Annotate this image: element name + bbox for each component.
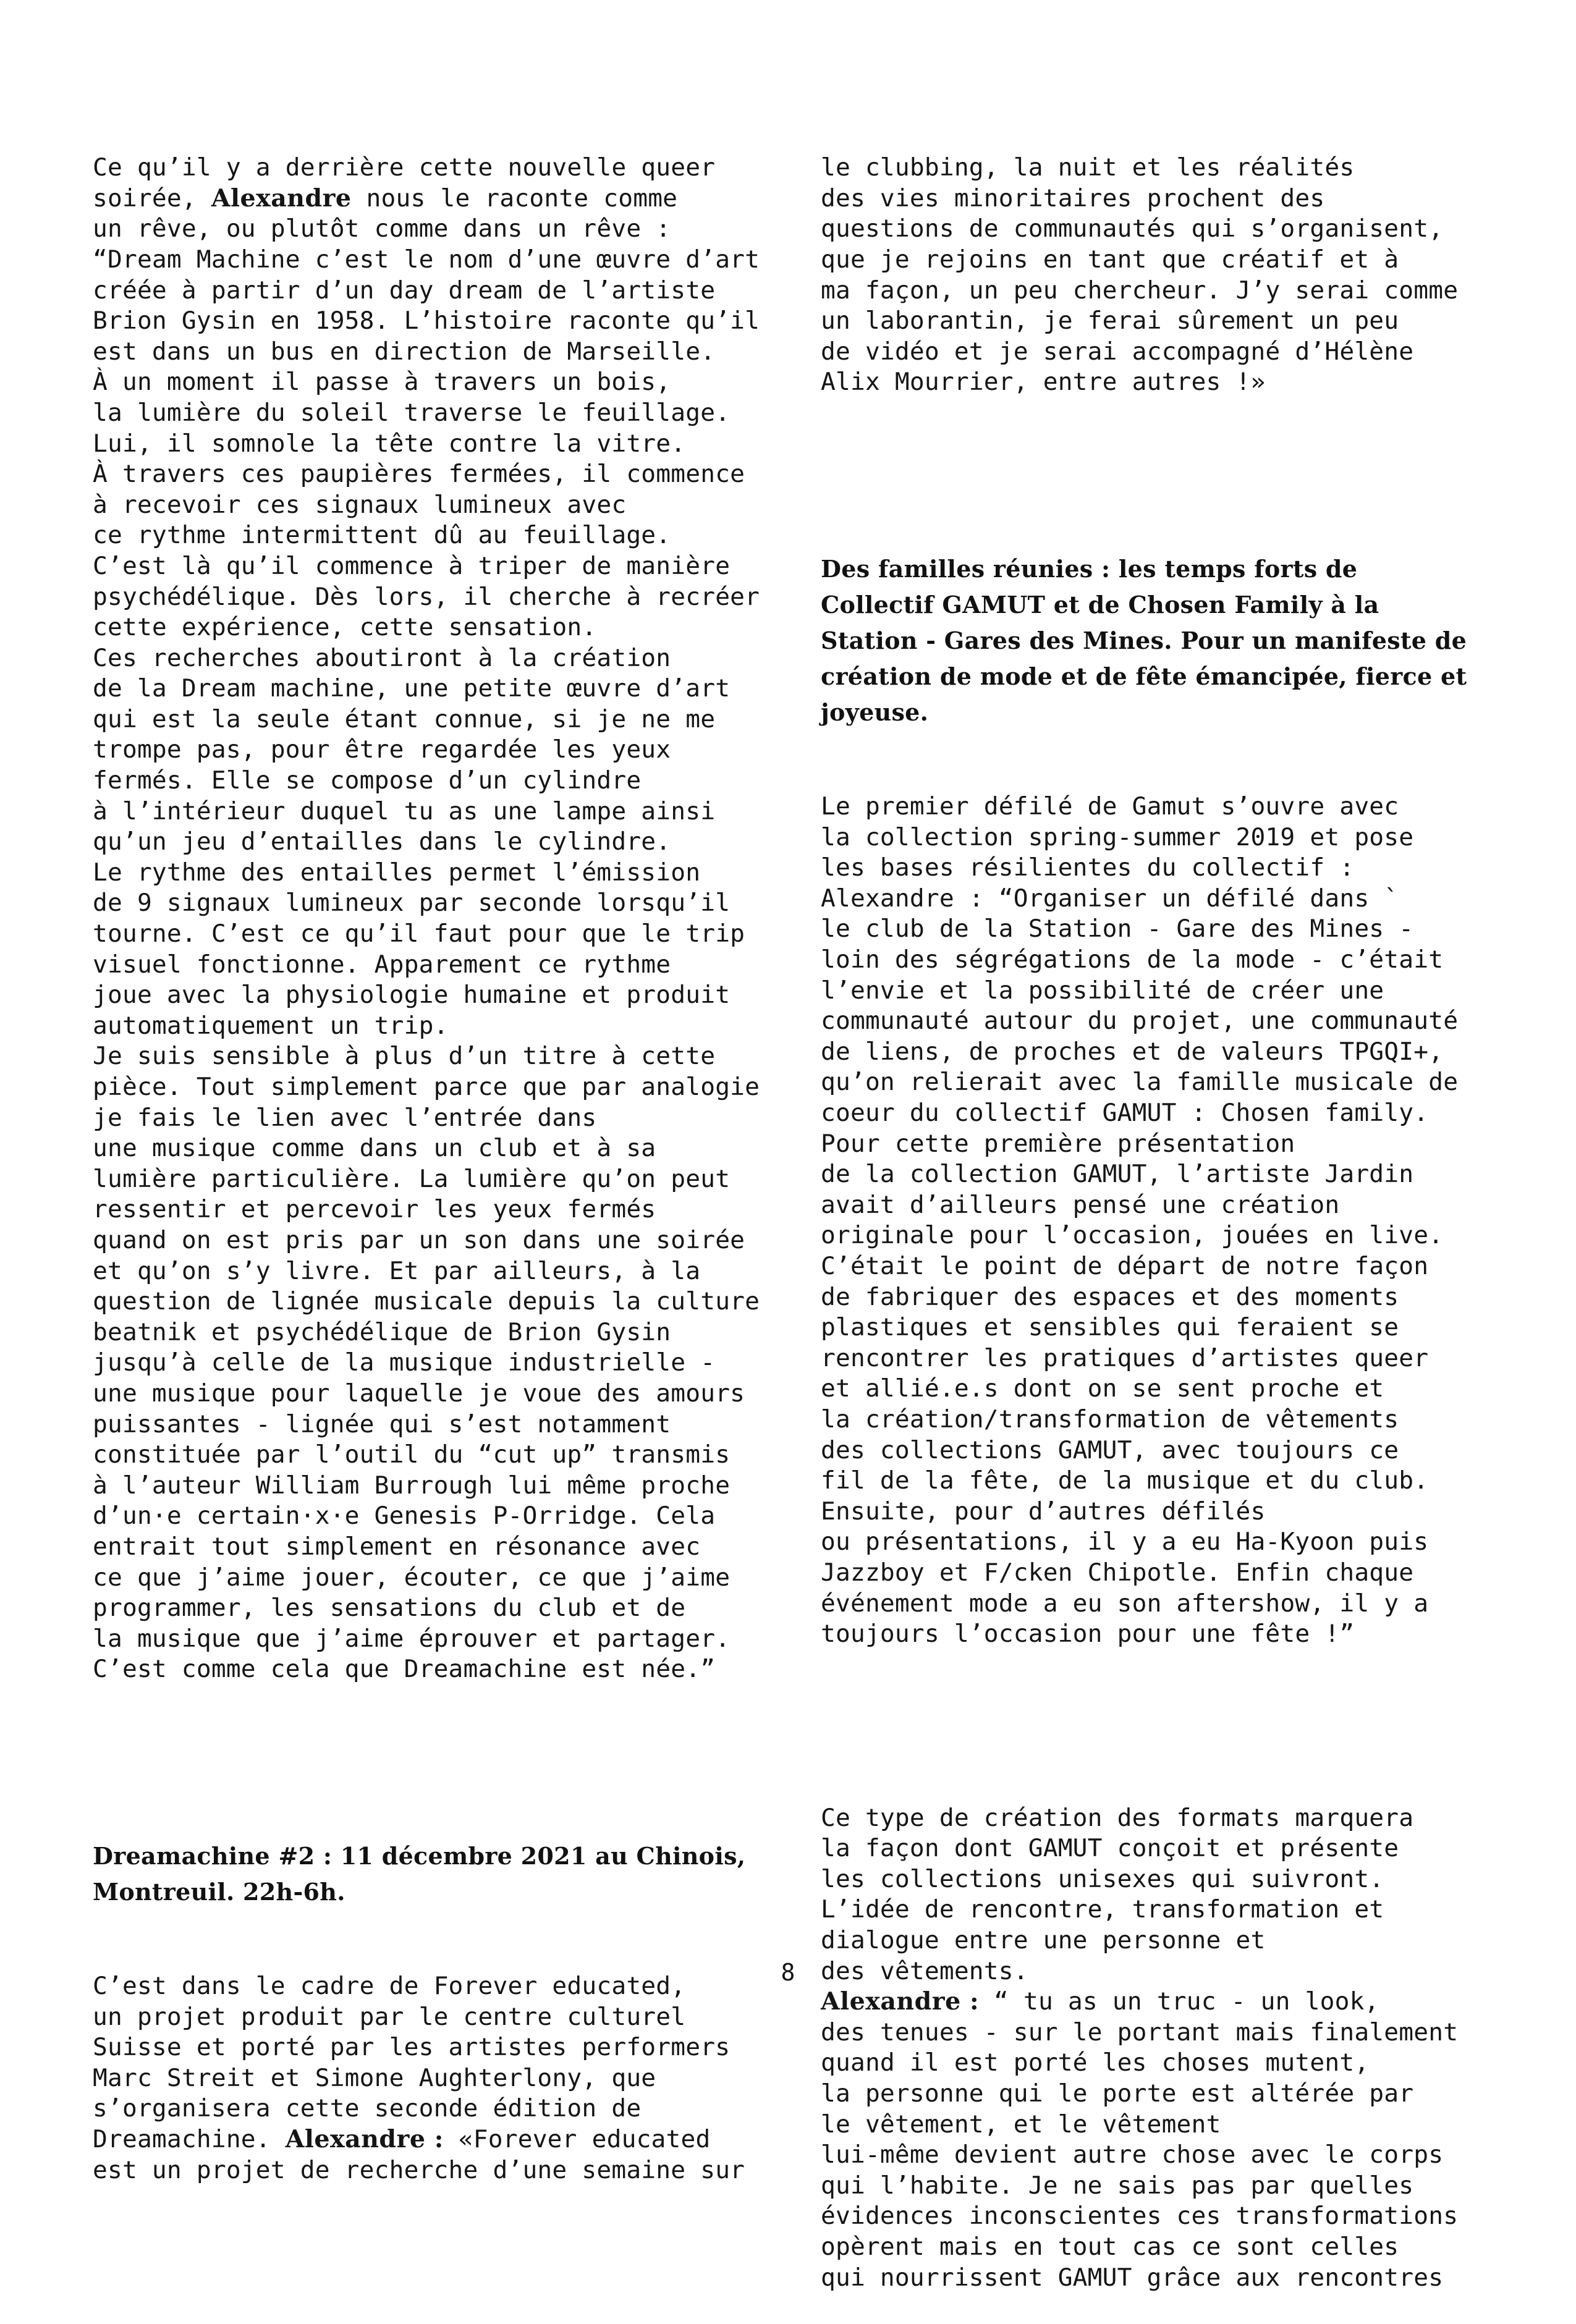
line-text: ce que j’aime jouer, écouter, ce que j’aime [93,1563,731,1592]
text-line [821,1987,1513,2018]
line-text: entrait tout simplement en résonance avec [93,1532,701,1561]
text-line [93,367,797,398]
text-line [821,2232,1513,2263]
spacer [821,1711,1513,1742]
line-text: à l’auteur William Burrough lui même proche [93,1471,731,1500]
line-text: “Dream Machine c’est le nom d’une œuvre d’art [93,245,760,274]
text-line [93,306,797,337]
text-line [821,184,1513,214]
line-text: beatnik et psychédélique de Brion Gysin [93,1317,671,1346]
text-line [821,306,1513,337]
line-text: avait d’ailleurs pensé une création [821,1190,1340,1219]
line-text: tourne. C’est ce qu’il faut pour que le trip [93,919,745,949]
line-text: plastiques et sensibles qui feraient se [821,1313,1399,1342]
text-line [821,153,1513,184]
text-line [821,1895,1513,1925]
spacer [93,1746,797,1777]
text-line [821,1803,1513,1834]
text-line [93,551,797,582]
text-line [93,643,797,674]
text-line [93,735,797,766]
line-text: le clubbing, la nuit et les réalités [821,153,1355,182]
line-text: C’était le point de départ de notre façon [821,1252,1429,1280]
line-text: Ce qu’il y a derrière cette nouvelle queer [93,153,716,182]
heading-line: Montreuil. 22h-6h. [93,1877,345,1906]
text-line [93,1256,797,1287]
text-line [93,1072,797,1103]
text-line [93,429,797,460]
line-text: Alexandre : “Organiser un défilé dans ` [821,884,1399,913]
line-text: les collections unisexes qui suivront. [821,1864,1384,1893]
line-text: ou présentations, il y a eu Ha-Kyoon puis [821,1528,1429,1557]
text-line [821,1619,1513,1650]
text-line [821,1589,1513,1620]
text-line [93,766,797,796]
line-text: Jazzboy et F/cken Chipotle. Enfin chaque [821,1558,1414,1587]
line-text: Lui, il somnole la tête contre la vitre. [93,429,686,458]
line-text: la création/transformation de vêtements [821,1405,1399,1434]
text-line [821,1006,1513,1037]
left-paragraph-1 [93,153,797,1685]
text-line [93,398,797,429]
line-text: des tenues - sur le portant mais finalement [821,2018,1459,2047]
line-text: À travers ces paupières fermées, il commence [93,460,745,489]
text-line [93,2124,797,2155]
text-line [821,2201,1513,2232]
text-line [93,214,797,245]
speaker-name: Alexandre : [821,1987,980,2016]
line-text: loin des ségrégations de la mode - c’était [821,945,1444,974]
line-text: nous le raconte comme [351,184,678,213]
section-heading-familles [821,551,1513,730]
text-line [821,1374,1513,1405]
text-line [821,1435,1513,1466]
right-paragraph-2 [821,792,1513,1650]
text-line [93,1317,797,1348]
text-line [93,2063,797,2094]
line-text: la musique que j’aime éprouver et partager. [93,1624,731,1653]
text-line [821,1343,1513,1374]
line-text: Le premier défilé de Gamut s’ouvre avec [821,792,1399,821]
line-text: automatiquement un trip. [93,1011,449,1040]
text-line [93,950,797,981]
line-text: fil de la fête, de la musique et du club. [821,1466,1429,1495]
text-line [93,520,797,551]
text-line [93,2002,797,2033]
text-line [821,822,1513,853]
text-line [93,1103,797,1134]
text-line [93,1654,797,1685]
line-text: opèrent mais en tout cas ce sont celles [821,2233,1399,2261]
line-text: des collections GAMUT, avec toujours ce [821,1435,1399,1464]
text-line [93,1133,797,1164]
text-line [93,1409,797,1440]
text-line [93,888,797,919]
line-text: originale pour l’occasion, jouées en live. [821,1221,1444,1250]
speaker-name: Alexandre [211,184,352,213]
text-line [821,1190,1513,1221]
spacer [821,459,1513,490]
text-line [93,1471,797,1502]
line-text: “ tu as un truc - un look, [979,1987,1379,2016]
line-text: de la collection GAMUT, l’artiste Jardin [821,1160,1414,1189]
line-text: Alix Mourrier, entre autres !» [821,368,1266,397]
line-text: la lumière du soleil traverse le feuillage. [93,398,731,427]
text-line [821,945,1513,976]
line-text: Pour cette première présentation [821,1129,1295,1158]
text-line [821,1037,1513,1068]
line-text: qu’on relierait avec la famille musicale de [821,1068,1459,1097]
line-text: Ce type de création des formats marquera [821,1803,1414,1832]
line-text: je fais le lien avec l’entrée dans [93,1103,597,1132]
line-text: des vêtements. [821,1956,1028,1985]
text-line [93,2032,797,2063]
line-text: et qu’on s’y livre. Et par ailleurs, à la [93,1256,701,1285]
line-text: psychédélique. Dès lors, il cherche à recréer [93,582,760,611]
line-text: une musique comme dans un club et à sa [93,1134,656,1163]
text-line [93,1164,797,1195]
text-line [821,1312,1513,1343]
line-text: un projet produit par le centre culturel [93,2002,686,2031]
line-text: C’est là qu’il commence à triper de manière [93,551,731,580]
text-line [93,2155,797,2186]
heading-line: Des familles réunies : les temps forts de [821,554,1358,583]
line-text: Ensuite, pour d’autres défilés [821,1497,1266,1526]
line-text: qui est la seule étant connue, si je ne me [93,704,716,733]
line-text: un rêve, ou plutôt comme dans un rêve : [93,214,671,243]
section-heading-dreamachine [93,1838,797,1910]
text-line [821,337,1513,368]
line-text: Ces recherches aboutiront à la création [93,643,671,672]
text-line [93,612,797,643]
text-line [93,919,797,950]
text-line [93,827,797,858]
line-text: une musique pour laquelle je voue des amours [93,1379,745,1408]
line-text: pièce. Tout simplement parce que par analogie [93,1073,760,1101]
text-line [821,792,1513,822]
text-line [93,796,797,827]
text-line [821,2110,1513,2140]
line-text: un laborantin, je ferai sûrement un peu [821,306,1399,336]
line-text: qui nourrissent GAMUT grâce aux rencontres [821,2263,1444,2292]
line-text: et allié.e.s dont on se sent proche et [821,1374,1384,1403]
text-line [821,1159,1513,1190]
line-text: L’idée de rencontre, transformation et [821,1895,1384,1924]
heading-line: Station - Gares des Mines. Pour un manifeste de [821,626,1467,654]
line-text: ma façon, un peu chercheur. J’y serai comme [821,276,1459,305]
line-text: C’est comme cela que Dreamachine est née.” [93,1655,716,1684]
text-line [93,2094,797,2124]
text-line [821,276,1513,306]
text-line [821,976,1513,1007]
text-line [821,1864,1513,1895]
text-line [821,2048,1513,2079]
line-text: à recevoir ces signaux lumineux avec [93,490,627,519]
text-line [93,674,797,704]
line-text: À un moment il passe à travers un bois, [93,368,671,397]
text-line [821,1251,1513,1282]
line-text: lui-même devient autre chose avec le corps [821,2140,1444,2170]
text-line [821,1527,1513,1558]
text-line [93,1624,797,1655]
text-line [821,1067,1513,1098]
line-text: questions de communautés qui s’organisent, [821,214,1444,243]
text-line [821,1282,1513,1313]
line-text: Je suis sensible à plus d’un titre à cette [93,1042,716,1071]
line-text: toujours l’occasion pour une fête !” [821,1620,1355,1649]
line-text: de 9 signaux lumineux par seconde lorsqu’il [93,889,731,918]
line-text: Le rythme des entailles permet l’émission [93,858,701,887]
line-text: le club de la Station - Gare des Mines - [821,915,1414,944]
text-line [93,276,797,306]
line-text: soirée, [93,184,211,213]
left-column [93,91,797,2216]
line-text: ressentir et percevoir les yeux fermés [93,1195,656,1224]
line-text: quand on est pris par un son dans une soirée [93,1225,745,1254]
text-line [821,214,1513,245]
line-text: «Forever educated [443,2125,711,2153]
line-text: ce rythme intermittent dû au feuillage. [93,521,671,550]
heading-line: Collectif GAMUT et de Chosen Family à la [821,590,1379,619]
line-text: l’envie et la possibilité de créer une [821,976,1384,1005]
line-text: de fabriquer des espaces et des moments [821,1282,1399,1311]
text-line [93,337,797,368]
text-line [93,1011,797,1042]
line-text: de liens, de proches et de valeurs TPGQI+, [821,1037,1444,1066]
text-line [93,1225,797,1256]
text-line [821,1129,1513,1160]
heading-line: Dreamachine #2 : 11 décembre 2021 au Chinois, [93,1841,746,1870]
text-line [821,1466,1513,1497]
text-line [93,1041,797,1072]
line-text: rencontrer les pratiques d’artistes queer [821,1343,1429,1372]
text-line [821,853,1513,884]
text-line [93,1348,797,1379]
text-line [93,459,797,490]
line-text: fermés. Elle se compose d’un cylindre [93,766,642,795]
line-text: Brion Gysin en 1958. L’histoire raconte qu’il [93,306,760,336]
line-text: les bases résilientes du collectif : [821,853,1355,882]
line-text: le vêtement, et le vêtement [821,2110,1221,2139]
speaker-name: Alexandre : [285,2125,444,2153]
text-line [821,914,1513,945]
text-line [821,1497,1513,1528]
line-text: est dans un bus en direction de Marseille. [93,337,716,366]
text-line [821,2079,1513,2110]
text-line [821,1405,1513,1435]
text-line [821,1220,1513,1251]
line-text: programmer, les sensations du club et de [93,1594,686,1623]
heading-line: création de mode et de fête émancipée, fierce et [821,662,1467,690]
line-text: que je rejoins en tant que créatif et à [821,245,1399,274]
line-text: Dreamachine. [93,2125,286,2153]
line-text: Marc Streit et Simone Aughterlony, que [93,2063,656,2092]
line-text: événement mode a eu son aftershow, il y a [821,1589,1429,1618]
right-column [821,91,1513,2324]
text-line [93,1593,797,1624]
line-text: des vies minoritaires prochent des [821,184,1325,213]
line-text: d’un·e certain·x·e Genesis P-Orridge. Cela [93,1502,716,1531]
text-line [821,1098,1513,1129]
text-line [821,884,1513,915]
text-line [93,153,797,184]
text-line [93,1532,797,1563]
line-text: évidences inconscientes ces transformations [821,2202,1459,2231]
text-line [93,1440,797,1471]
text-line [821,2140,1513,2171]
text-line [93,245,797,276]
line-text: cette expérience, cette sensation. [93,613,597,642]
line-text: Suisse et porté par les artistes performers [93,2033,731,2062]
text-line [93,1563,797,1594]
text-line [93,980,797,1011]
line-text: de vidéo et je serai accompagné d’Hélène [821,337,1414,366]
text-line [93,490,797,521]
line-text: coeur du collectif GAMUT : Chosen family. [821,1099,1429,1128]
line-text: C’est dans le cadre de Forever educated, [93,1972,686,2001]
text-line [821,2171,1513,2202]
line-text: qu’un jeu d’entailles dans le cylindre. [93,827,671,856]
text-line [821,1833,1513,1864]
text-line [821,245,1513,276]
line-text: de la Dream machine, une petite œuvre d’art [93,674,731,703]
right-paragraph-3 [821,1803,1513,2294]
line-text: dialogue entre une personne et [821,1926,1266,1955]
right-paragraph-1 [821,153,1513,398]
line-text: quand il est porté les choses mutent, [821,2048,1370,2077]
line-text: la personne qui le porte est altérée par [821,2079,1414,2108]
page-number: 8 [781,1959,795,1986]
line-text: visuel fonctionne. Apparement ce rythme [93,950,671,979]
line-text: communauté autour du projet, une communauté [821,1007,1459,1036]
text-line [93,1194,797,1225]
left-paragraph-2 [93,1971,797,2186]
line-text: s’organisera cette seconde édition de [93,2094,642,2123]
text-line [93,582,797,613]
text-line [821,1925,1513,1956]
line-text: constituée par l’outil du “cut up” transmis [93,1440,731,1469]
text-line [93,858,797,889]
text-line [93,1287,797,1317]
text-line [821,2263,1513,2294]
line-text: jusqu’à celle de la musique industrielle - [93,1348,716,1377]
text-line [93,1501,797,1532]
heading-line: joyeuse. [821,698,929,726]
text-line [93,184,797,214]
line-text: créée à partir d’un day dream de l’artiste [93,276,716,305]
text-line [821,2018,1513,2048]
line-text: la collection spring-summer 2019 et pose [821,822,1414,851]
text-line [821,367,1513,398]
line-text: question de lignée musicale depuis la culture [93,1287,760,1316]
line-text: à l’intérieur duquel tu as une lampe ainsi [93,796,716,826]
line-text: est un projet de recherche d’une semaine sur [93,2155,745,2184]
line-text: puissantes - lignée qui s’est notamment [93,1409,671,1439]
text-line [93,704,797,735]
line-text: lumière particulière. La lumière qu’on peut [93,1164,731,1193]
text-line [821,1558,1513,1589]
line-text: la façon dont GAMUT conçoit et présente [821,1834,1399,1863]
line-text: joue avec la physiologie humaine et produit [93,981,731,1010]
line-text: qui l’habite. Je ne sais pas par quelles [821,2171,1414,2200]
line-text: trompe pas, pour être regardée les yeux [93,735,671,764]
text-line [93,1379,797,1409]
